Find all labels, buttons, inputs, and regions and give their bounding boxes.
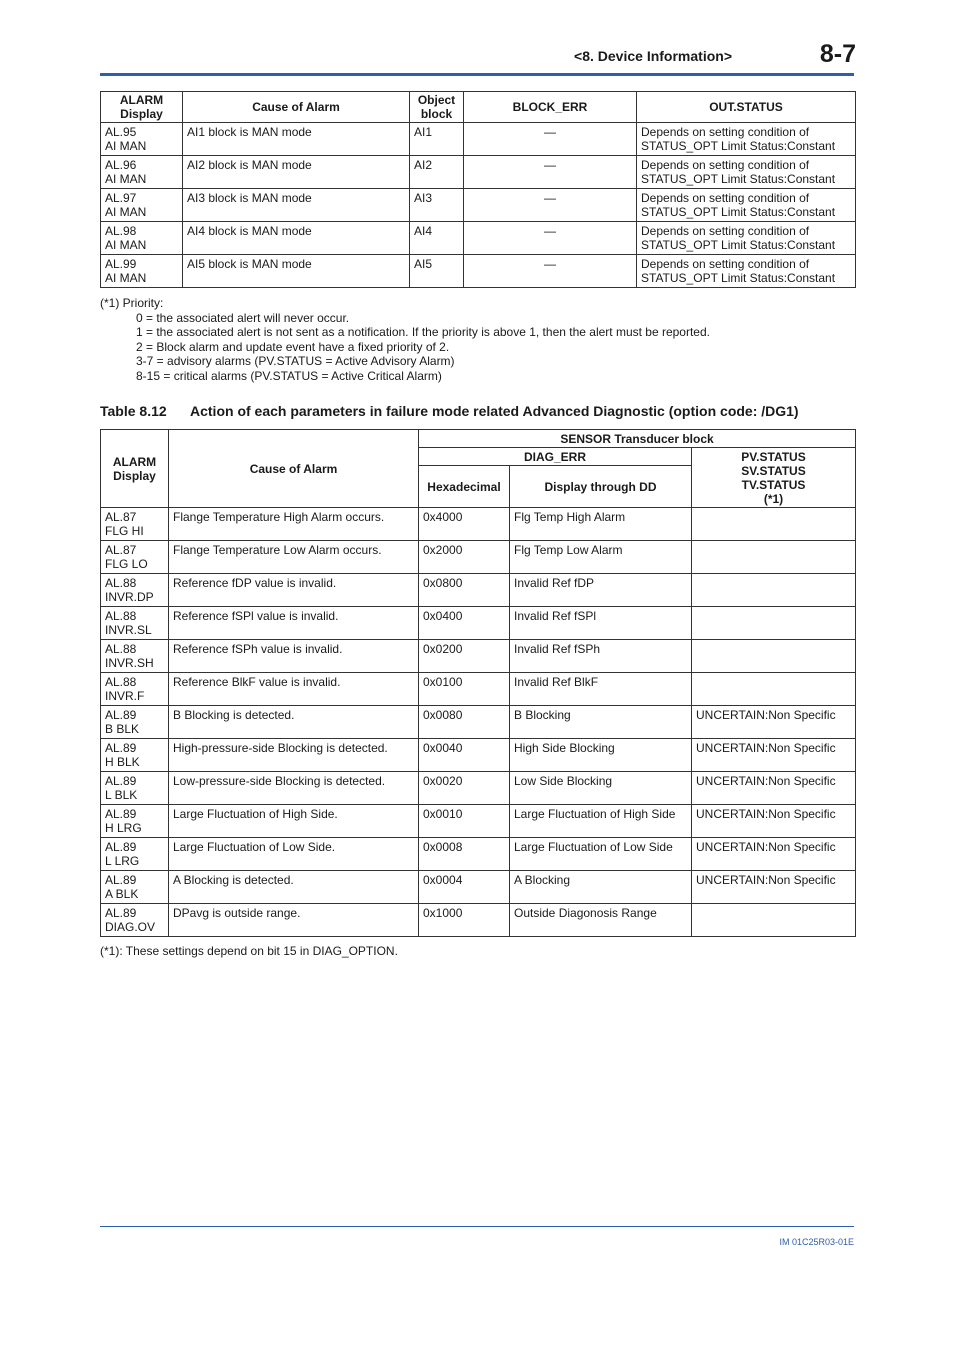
- cell-display-dd: A Blocking: [510, 871, 692, 904]
- cell-object-block: AI4: [410, 222, 464, 255]
- cell-alarm-display: AL.87 FLG LO: [101, 541, 169, 574]
- cell-status: [692, 574, 856, 607]
- cell-hexadecimal: 0x0040: [419, 739, 510, 772]
- cell-alarm-display: AL.89 H LRG: [101, 805, 169, 838]
- cell-hexadecimal: 0x0008: [419, 838, 510, 871]
- cell-cause: A Blocking is detected.: [169, 871, 419, 904]
- cell-display-dd: Invalid Ref fSPl: [510, 607, 692, 640]
- cell-alarm-display: AL.88 INVR.SL: [101, 607, 169, 640]
- col-header-block-err: BLOCK_ERR: [464, 92, 637, 123]
- table-caption-title: Action of each parameters in failure mode related Advanced Diagnostic (option code: /DG1): [190, 403, 799, 419]
- cell-cause: DPavg is outside range.: [169, 904, 419, 937]
- cell-cause: AI2 block is MAN mode: [183, 156, 410, 189]
- cell-alarm-display: AL.95 AI MAN: [101, 123, 183, 156]
- cell-hexadecimal: 0x0010: [419, 805, 510, 838]
- cell-hexadecimal: 0x1000: [419, 904, 510, 937]
- cell-cause: Flange Temperature High Alarm occurs.: [169, 508, 419, 541]
- cell-out-status: Depends on setting condition of STATUS_OPT Limit Status:Constant: [637, 189, 856, 222]
- page-number: 8-7: [819, 40, 856, 68]
- cell-status: UNCERTAIN:Non Specific: [692, 772, 856, 805]
- alarm-table-diagnostic: [100, 429, 856, 937]
- col-header-alarm-display: ALARM Display: [101, 92, 183, 123]
- document-code: IM 01C25R03-01E: [779, 1237, 854, 1247]
- table-row: [101, 640, 856, 673]
- col-header-hexadecimal: Hexadecimal: [419, 466, 510, 508]
- cell-status: [692, 508, 856, 541]
- cell-status: UNCERTAIN:Non Specific: [692, 739, 856, 772]
- priority-note-line: 3-7 = advisory alarms (PV.STATUS = Active Advisory Alarm): [136, 354, 455, 369]
- col-header-display-dd: Display through DD: [510, 466, 692, 508]
- cell-cause: Low-pressure-side Blocking is detected.: [169, 772, 419, 805]
- cell-cause: Reference fSPh value is invalid.: [169, 640, 419, 673]
- cell-alarm-display: AL.87 FLG HI: [101, 508, 169, 541]
- cell-display-dd: B Blocking: [510, 706, 692, 739]
- table-row: [101, 255, 856, 288]
- table-row: [101, 189, 856, 222]
- cell-cause: AI1 block is MAN mode: [183, 123, 410, 156]
- cell-display-dd: Outside Diagonosis Range: [510, 904, 692, 937]
- cell-hexadecimal: 0x0100: [419, 673, 510, 706]
- cell-hexadecimal: 0x0080: [419, 706, 510, 739]
- cell-status: [692, 673, 856, 706]
- priority-note-line: 8-15 = critical alarms (PV.STATUS = Active Critical Alarm): [136, 368, 442, 383]
- cell-cause: AI4 block is MAN mode: [183, 222, 410, 255]
- table-row: [101, 904, 856, 937]
- cell-display-dd: Flg Temp Low Alarm: [510, 541, 692, 574]
- footer-rule: [100, 1226, 854, 1227]
- cell-cause: High-pressure-side Blocking is detected.: [169, 739, 419, 772]
- table-row: [101, 739, 856, 772]
- cell-status: UNCERTAIN:Non Specific: [692, 706, 856, 739]
- cell-object-block: AI5: [410, 255, 464, 288]
- cell-display-dd: High Side Blocking: [510, 739, 692, 772]
- cell-object-block: AI1: [410, 123, 464, 156]
- cell-display-dd: Invalid Ref fDP: [510, 574, 692, 607]
- cell-block-err: —: [464, 123, 637, 156]
- header-rule: [100, 73, 854, 76]
- priority-notes-title: (*1) Priority:: [100, 296, 164, 310]
- table-row: [101, 123, 856, 156]
- cell-cause: Large Fluctuation of High Side.: [169, 805, 419, 838]
- cell-cause: Reference BlkF value is invalid.: [169, 673, 419, 706]
- col-header-out-status: OUT.STATUS: [637, 92, 856, 123]
- table-row: [101, 871, 856, 904]
- cell-out-status: Depends on setting condition of STATUS_OPT Limit Status:Constant: [637, 222, 856, 255]
- cell-hexadecimal: 0x0200: [419, 640, 510, 673]
- table-row: [101, 222, 856, 255]
- cell-status: [692, 640, 856, 673]
- cell-cause: Reference fSPl value is invalid.: [169, 607, 419, 640]
- cell-alarm-display: AL.89 H BLK: [101, 739, 169, 772]
- cell-out-status: Depends on setting condition of STATUS_OPT Limit Status:Constant: [637, 123, 856, 156]
- cell-cause: B Blocking is detected.: [169, 706, 419, 739]
- cell-status: UNCERTAIN:Non Specific: [692, 838, 856, 871]
- col-header-status: PV.STATUS SV.STATUS TV.STATUS (*1): [692, 448, 856, 508]
- cell-alarm-display: AL.89 L BLK: [101, 772, 169, 805]
- cell-alarm-display: AL.96 AI MAN: [101, 156, 183, 189]
- cell-hexadecimal: 0x2000: [419, 541, 510, 574]
- table-row: [101, 607, 856, 640]
- cell-display-dd: Large Fluctuation of Low Side: [510, 838, 692, 871]
- table-row: [101, 673, 856, 706]
- cell-display-dd: Invalid Ref BlkF: [510, 673, 692, 706]
- col-header-cause: Cause of Alarm: [183, 92, 410, 123]
- alarm-table-diagnostic-body: [101, 508, 856, 937]
- table-row: [101, 156, 856, 189]
- table-caption-number: Table 8.12: [100, 403, 167, 419]
- cell-hexadecimal: 0x0400: [419, 607, 510, 640]
- priority-note-line: 2 = Block alarm and update event have a fixed priority of 2.: [136, 339, 450, 354]
- cell-hexadecimal: 0x0020: [419, 772, 510, 805]
- table-caption: [100, 403, 799, 419]
- cell-display-dd: Low Side Blocking: [510, 772, 692, 805]
- cell-alarm-display: AL.97 AI MAN: [101, 189, 183, 222]
- cell-cause: AI5 block is MAN mode: [183, 255, 410, 288]
- cell-display-dd: Large Fluctuation of High Side: [510, 805, 692, 838]
- cell-alarm-display: AL.98 AI MAN: [101, 222, 183, 255]
- cell-alarm-display: AL.89 DIAG.OV: [101, 904, 169, 937]
- col-header-diag-err: DIAG_ERR: [419, 448, 692, 466]
- col-header-cause: Cause of Alarm: [169, 430, 419, 508]
- cell-alarm-display: AL.88 INVR.DP: [101, 574, 169, 607]
- table-row: [101, 772, 856, 805]
- cell-alarm-display: AL.89 L LRG: [101, 838, 169, 871]
- col-header-sensor-block: SENSOR Transducer block: [419, 430, 856, 448]
- cell-hexadecimal: 0x0800: [419, 574, 510, 607]
- cell-block-err: —: [464, 156, 637, 189]
- table-row: [101, 574, 856, 607]
- cell-alarm-display: AL.89 A BLK: [101, 871, 169, 904]
- table-row: [101, 805, 856, 838]
- cell-status: UNCERTAIN:Non Specific: [692, 805, 856, 838]
- cell-alarm-display: AL.99 AI MAN: [101, 255, 183, 288]
- cell-alarm-display: AL.88 INVR.F: [101, 673, 169, 706]
- priority-notes: [100, 296, 710, 384]
- col-header-object-block: Object block: [410, 92, 464, 123]
- table-row: [101, 838, 856, 871]
- cell-object-block: AI3: [410, 189, 464, 222]
- cell-cause: Reference fDP value is invalid.: [169, 574, 419, 607]
- cell-alarm-display: AL.89 B BLK: [101, 706, 169, 739]
- table-row: [101, 541, 856, 574]
- cell-block-err: —: [464, 222, 637, 255]
- cell-out-status: Depends on setting condition of STATUS_OPT Limit Status:Constant: [637, 156, 856, 189]
- alarm-table-ai: [100, 91, 856, 288]
- table-row: [101, 706, 856, 739]
- cell-display-dd: Invalid Ref fSPh: [510, 640, 692, 673]
- cell-cause: Large Fluctuation of Low Side.: [169, 838, 419, 871]
- cell-status: UNCERTAIN:Non Specific: [692, 871, 856, 904]
- cell-display-dd: Flg Temp High Alarm: [510, 508, 692, 541]
- table-row: [101, 508, 856, 541]
- priority-note-line: 0 = the associated alert will never occur.: [136, 310, 350, 325]
- cell-block-err: —: [464, 255, 637, 288]
- cell-hexadecimal: 0x0004: [419, 871, 510, 904]
- col-header-alarm-display: ALARM Display: [101, 430, 169, 508]
- alarm-table-ai-body: [101, 123, 856, 288]
- priority-note-line: 1 = the associated alert is not sent as a notification. If the priority is above 1, then the alert must be reported.: [136, 325, 710, 340]
- cell-out-status: Depends on setting condition of STATUS_OPT Limit Status:Constant: [637, 255, 856, 288]
- cell-block-err: —: [464, 189, 637, 222]
- table-footnote: (*1): These settings depend on bit 15 in DIAG_OPTION.: [100, 944, 398, 958]
- cell-alarm-display: AL.88 INVR.SH: [101, 640, 169, 673]
- cell-status: [692, 607, 856, 640]
- cell-cause: Flange Temperature Low Alarm occurs.: [169, 541, 419, 574]
- cell-status: [692, 904, 856, 937]
- cell-status: [692, 541, 856, 574]
- section-title: <8. Device Information>: [574, 48, 732, 64]
- cell-cause: AI3 block is MAN mode: [183, 189, 410, 222]
- cell-object-block: AI2: [410, 156, 464, 189]
- cell-hexadecimal: 0x4000: [419, 508, 510, 541]
